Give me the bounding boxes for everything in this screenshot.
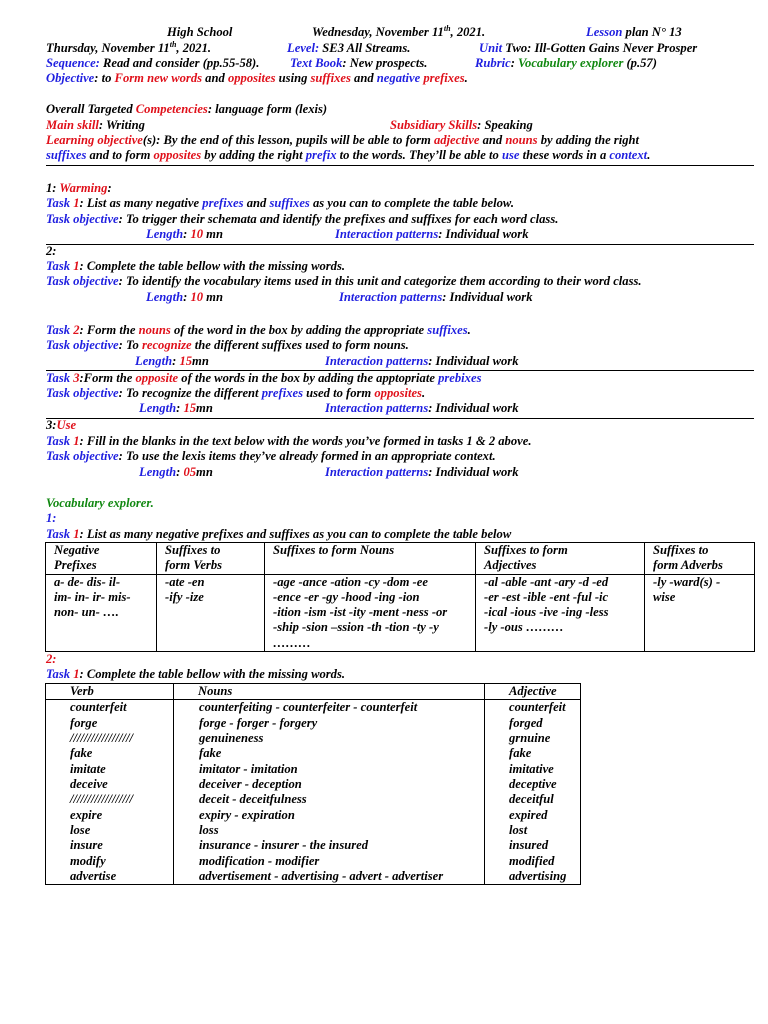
text-segment: . bbox=[467, 323, 471, 337]
text-segment: Overall Targeted bbox=[46, 102, 136, 116]
text-segment: : To recognize the different bbox=[118, 386, 262, 400]
table-row bbox=[46, 838, 581, 853]
text-segment: Length bbox=[146, 227, 184, 241]
text-segment: : bbox=[176, 465, 184, 479]
table-row bbox=[46, 762, 581, 777]
stage2-interaction3 bbox=[325, 401, 519, 416]
text-segment: : Writing bbox=[98, 118, 145, 132]
text-segment: of the word in the box by adding the appropriate bbox=[170, 323, 428, 337]
affixes-table bbox=[45, 542, 755, 652]
text-segment: use bbox=[501, 148, 520, 162]
text-segment: (s): By the end of this lesson, pupils will be able to form bbox=[142, 133, 434, 147]
text-segment: . bbox=[464, 71, 468, 85]
text-segment: suffixes bbox=[46, 148, 87, 162]
learning-objective-line1 bbox=[46, 133, 639, 148]
table-cell: forged bbox=[485, 716, 581, 731]
divider bbox=[46, 418, 754, 419]
text-segment: Task objective bbox=[46, 449, 119, 463]
text-segment: Task bbox=[46, 667, 74, 681]
text-segment: : Individual work bbox=[428, 354, 519, 368]
text-segment: : bbox=[176, 401, 184, 415]
table-cell: advertisement - advertising - advert - advertiser bbox=[174, 869, 485, 885]
text-segment: . bbox=[647, 148, 651, 162]
table-row bbox=[46, 792, 581, 807]
text-segment: 1 bbox=[73, 196, 80, 210]
text-segment: 3 bbox=[73, 371, 80, 385]
text-segment: 1 bbox=[73, 667, 80, 681]
table-cell: -ly -ward(s) - wise bbox=[645, 574, 755, 651]
text-segment: Task objective bbox=[46, 274, 119, 288]
text-segment: by adding the right bbox=[537, 133, 640, 147]
text-segment: suffixes bbox=[427, 323, 468, 337]
text-segment: Objective bbox=[46, 71, 95, 85]
table-cell: imitative bbox=[485, 762, 581, 777]
table-cell: imitator - imitation bbox=[174, 762, 485, 777]
text-segment: :Form the bbox=[79, 371, 136, 385]
text-segment: Length bbox=[146, 290, 184, 304]
header-school: High School bbox=[167, 25, 233, 39]
stage1-heading bbox=[46, 181, 112, 196]
text-segment: : Individual work bbox=[428, 465, 519, 479]
text-segment: suffixes bbox=[310, 71, 351, 85]
stage3-length bbox=[139, 465, 213, 480]
text-segment: Task bbox=[46, 371, 74, 385]
table-cell: insure bbox=[46, 838, 174, 853]
text-segment: mn bbox=[203, 290, 223, 304]
text-segment: Learning objective bbox=[46, 133, 143, 147]
stage1-task bbox=[46, 196, 514, 211]
text-segment: by adding the right bbox=[201, 148, 306, 162]
text-segment: : Individual work bbox=[438, 227, 529, 241]
text-segment: : to bbox=[94, 71, 115, 85]
text-segment: mn bbox=[203, 227, 223, 241]
text-segment: : Individual work bbox=[428, 401, 519, 415]
text-segment: Task bbox=[46, 527, 74, 541]
stage2-length2 bbox=[135, 354, 209, 369]
text-segment: 3: bbox=[46, 418, 57, 432]
divider bbox=[46, 244, 754, 245]
text-segment: as you can to complete the table below. bbox=[309, 196, 514, 210]
text-segment: opposite bbox=[135, 371, 179, 385]
table-cell: lost bbox=[485, 823, 581, 838]
text-segment: prefixes bbox=[202, 196, 244, 210]
table-cell: ////////////////// bbox=[46, 792, 174, 807]
text-segment: Task objective bbox=[46, 386, 119, 400]
header-date-thursday: Thursday, November 11th, 2021. bbox=[46, 39, 212, 55]
text-segment: : To use the lexis items they’ve already formed in an appropriate context. bbox=[118, 449, 496, 463]
table-cell: insured bbox=[485, 838, 581, 853]
text-segment: 1 bbox=[73, 527, 80, 541]
text-segment: prefixes bbox=[423, 71, 465, 85]
text-segment: : Fill in the blanks in the text below with the words you’ve formed in tasks 1 & 2 above. bbox=[79, 434, 532, 448]
table-cell: insurance - insurer - the insured bbox=[174, 838, 485, 853]
text-segment: mn bbox=[196, 465, 213, 479]
text-segment: Length bbox=[139, 465, 177, 479]
text-segment: opposites bbox=[227, 71, 276, 85]
text-segment: negative bbox=[376, 71, 421, 85]
table-header: Verb bbox=[46, 684, 174, 700]
text-segment: and bbox=[243, 196, 270, 210]
table-header: Suffixes to form Nouns bbox=[265, 543, 476, 575]
text-segment: of the words in the box by adding the apptopriate bbox=[178, 371, 439, 385]
table-header: Adjective bbox=[485, 684, 581, 700]
table-cell: deceitful bbox=[485, 792, 581, 807]
stage2-objective2 bbox=[46, 338, 409, 353]
text-segment: : To trigger their schemata and identify the prefixes and suffixes for each word class. bbox=[118, 212, 559, 226]
text-segment: : To bbox=[118, 338, 142, 352]
text-segment: Task objective bbox=[46, 338, 119, 352]
stage2-length3 bbox=[139, 401, 213, 416]
table-row bbox=[46, 808, 581, 823]
text-segment: Main skill bbox=[46, 118, 99, 132]
text-segment: and to form bbox=[86, 148, 154, 162]
table-cell: ////////////////// bbox=[46, 731, 174, 746]
table-row bbox=[46, 854, 581, 869]
table-header: Suffixes to form Verbs bbox=[157, 543, 265, 575]
subsidiary-skills bbox=[390, 118, 533, 133]
header-sequence: Sequence: Read and consider (pp.55-58). bbox=[46, 56, 260, 70]
stage1-interaction bbox=[335, 227, 529, 242]
table-cell: genuineness bbox=[174, 731, 485, 746]
text-segment: recognize bbox=[141, 338, 192, 352]
table-cell: counterfeit bbox=[485, 700, 581, 716]
text-segment: Length bbox=[135, 354, 173, 368]
text-segment: Task bbox=[46, 196, 74, 210]
text-segment: Interaction patterns bbox=[325, 401, 429, 415]
text-segment: Task bbox=[46, 434, 74, 448]
text-segment: 05 bbox=[183, 465, 197, 479]
stage3-task bbox=[46, 434, 531, 449]
text-segment: : List as many negative prefixes and suffixes as you can to complete the table below bbox=[79, 527, 512, 541]
table-cell: fake bbox=[46, 746, 174, 761]
text-segment: Task bbox=[46, 259, 74, 273]
stage1-length bbox=[146, 227, 223, 242]
table-cell: -al -able -ant -ary -d -ed -er -est -ible -ent -ful -ic -ical -ious -ive -ing -less -ly -ous ……… bbox=[476, 574, 645, 651]
text-segment: the different suffixes used to form nouns. bbox=[191, 338, 409, 352]
text-segment: opposites bbox=[153, 148, 202, 162]
text-segment: 15 bbox=[183, 401, 197, 415]
overall-competencies bbox=[46, 102, 327, 117]
table-header: Suffixes to form Adverbs bbox=[645, 543, 755, 575]
text-segment: 15 bbox=[179, 354, 193, 368]
text-segment: prebixes bbox=[438, 371, 482, 385]
table-cell: deceive bbox=[46, 777, 174, 792]
text-segment: : Individual work bbox=[442, 290, 533, 304]
text-segment: 1 bbox=[73, 259, 80, 273]
table-cell: expiry - expiration bbox=[174, 808, 485, 823]
text-segment: and bbox=[479, 133, 506, 147]
text-segment: : To identify the vocabulary items used in this unit and categorize them according to their word class. bbox=[118, 274, 642, 288]
explorer-section-1: 1: bbox=[46, 511, 57, 525]
table-cell: counterfeit bbox=[46, 700, 174, 716]
text-segment: and bbox=[202, 71, 228, 85]
text-segment: Task bbox=[46, 323, 74, 337]
table-cell: modification - modifier bbox=[174, 854, 485, 869]
text-segment: Task objective bbox=[46, 212, 119, 226]
text-segment: 10 bbox=[190, 227, 204, 241]
explorer-task2 bbox=[46, 667, 345, 682]
text-segment: 1 bbox=[73, 434, 80, 448]
stage2-interaction1 bbox=[339, 290, 533, 305]
text-segment: context bbox=[609, 148, 648, 162]
text-segment: Interaction patterns bbox=[325, 354, 429, 368]
header-unit: Unit Two: Ill-Gotten Gains Never Prosper bbox=[479, 41, 698, 55]
text-segment: : Complete the table bellow with the missing words. bbox=[79, 259, 346, 273]
table-cell: forge - forger - forgery bbox=[174, 716, 485, 731]
stage2-task3 bbox=[46, 371, 481, 386]
text-segment: . bbox=[421, 386, 426, 400]
table-cell: expire bbox=[46, 808, 174, 823]
text-segment: : bbox=[183, 290, 191, 304]
learning-objective-line2 bbox=[46, 148, 650, 163]
text-segment: nouns bbox=[505, 133, 538, 147]
text-segment: : List as many negative bbox=[79, 196, 203, 210]
stage2-task1 bbox=[46, 259, 345, 274]
text-segment: adjective bbox=[433, 133, 480, 147]
header-level: Level: SE3 All Streams. bbox=[287, 41, 411, 55]
main-skill bbox=[46, 118, 145, 133]
text-segment: 2 bbox=[73, 323, 80, 337]
text-segment: Use bbox=[56, 418, 77, 432]
table-cell: -ate -en -ify -ize bbox=[157, 574, 265, 651]
stage2-heading bbox=[46, 244, 57, 259]
text-segment: Competencies bbox=[135, 102, 208, 116]
table-cell: forge bbox=[46, 716, 174, 731]
text-segment: 10 bbox=[190, 290, 204, 304]
text-segment: prefixes bbox=[261, 386, 303, 400]
header-textbook: Text Book: New prospects. bbox=[290, 56, 428, 70]
divider bbox=[46, 165, 754, 166]
table-cell: advertise bbox=[46, 869, 174, 885]
table-cell: fake bbox=[174, 746, 485, 761]
table-header: Suffixes to form Adjectives bbox=[476, 543, 645, 575]
text-segment: prefix bbox=[305, 148, 337, 162]
table-row bbox=[46, 700, 581, 716]
table-cell: modified bbox=[485, 854, 581, 869]
header-lesson: Lesson plan N° 13 bbox=[586, 25, 682, 39]
vocabulary-explorer-title: Vocabulary explorer. bbox=[46, 496, 154, 510]
stage2-objective3 bbox=[46, 386, 425, 401]
word-forms-table bbox=[45, 683, 581, 885]
word-forms-rows bbox=[46, 700, 581, 885]
table-cell: modify bbox=[46, 854, 174, 869]
table-cell: a- de- dis- il- im- in- ir- mis- non- un- …. bbox=[46, 574, 157, 651]
table-cell: deceit - deceitfulness bbox=[174, 792, 485, 807]
stage3-heading bbox=[46, 418, 76, 433]
stage1-objective bbox=[46, 212, 558, 227]
text-segment: and bbox=[350, 71, 377, 85]
header-objective bbox=[46, 71, 468, 86]
text-segment: these words in a bbox=[519, 148, 610, 162]
table-cell: deceiver - deception bbox=[174, 777, 485, 792]
text-segment: : Form the bbox=[79, 323, 139, 337]
text-segment: Length bbox=[139, 401, 177, 415]
table-header: Negative Prefixes bbox=[46, 543, 157, 575]
table-cell: imitate bbox=[46, 762, 174, 777]
text-segment: mn bbox=[192, 354, 209, 368]
text-segment: Interaction patterns bbox=[335, 227, 439, 241]
table-cell: -age -ance -ation -cy -dom -ee -ence -er -gy -hood -ing -ion -ition -ism -ist -ity -ment -ness -or -ship -sion –ssion -th -tion -ty -y ……… bbox=[265, 574, 476, 651]
text-segment: mn bbox=[196, 401, 213, 415]
text-segment: opposites bbox=[374, 386, 422, 400]
table-cell: fake bbox=[485, 746, 581, 761]
table-row bbox=[46, 731, 581, 746]
table-cell: advertising bbox=[485, 869, 581, 885]
table-row bbox=[46, 746, 581, 761]
header-date-wednesday: Wednesday, November 11th, 2021. bbox=[312, 23, 486, 39]
stage2-task2 bbox=[46, 323, 471, 338]
stage3-objective bbox=[46, 449, 496, 464]
text-segment: : bbox=[183, 227, 191, 241]
text-segment: using bbox=[275, 71, 311, 85]
text-segment: Warming bbox=[59, 181, 108, 195]
text-segment: 2: bbox=[46, 244, 57, 258]
text-segment: : Complete the table bellow with the missing words. bbox=[79, 667, 346, 681]
text-segment: suffixes bbox=[269, 196, 310, 210]
table-cell: lose bbox=[46, 823, 174, 838]
text-segment: Subsidiary Skills bbox=[390, 118, 478, 132]
text-segment: : bbox=[107, 181, 112, 195]
text-segment: : bbox=[172, 354, 180, 368]
stage3-interaction bbox=[325, 465, 519, 480]
explorer-task1 bbox=[46, 527, 511, 542]
table-row bbox=[46, 777, 581, 792]
table-row bbox=[46, 823, 581, 838]
stage2-length1 bbox=[146, 290, 223, 305]
header-rubric: Rubric: Vocabulary explorer (p.57) bbox=[475, 56, 657, 70]
text-segment: : Speaking bbox=[477, 118, 533, 132]
table-cell: deceptive bbox=[485, 777, 581, 792]
text-segment: used to form bbox=[303, 386, 375, 400]
text-segment: Interaction patterns bbox=[325, 465, 429, 479]
text-segment: Form new words bbox=[114, 71, 203, 85]
table-cell: grnuine bbox=[485, 731, 581, 746]
text-segment: : language form (lexis) bbox=[207, 102, 328, 116]
table-row bbox=[46, 716, 581, 731]
text-segment: nouns bbox=[138, 323, 171, 337]
table-cell: counterfeiting - counterfeiter - counterfeit bbox=[174, 700, 485, 716]
table-header: Nouns bbox=[174, 684, 485, 700]
stage2-objective1 bbox=[46, 274, 642, 289]
table-cell: loss bbox=[174, 823, 485, 838]
text-segment: Interaction patterns bbox=[339, 290, 443, 304]
explorer-section-2: 2: bbox=[46, 652, 57, 666]
stage2-interaction2 bbox=[325, 354, 519, 369]
text-segment: 1: bbox=[46, 181, 60, 195]
table-row bbox=[46, 869, 581, 885]
text-segment: to the words. They’ll be able to bbox=[336, 148, 502, 162]
table-cell: expired bbox=[485, 808, 581, 823]
